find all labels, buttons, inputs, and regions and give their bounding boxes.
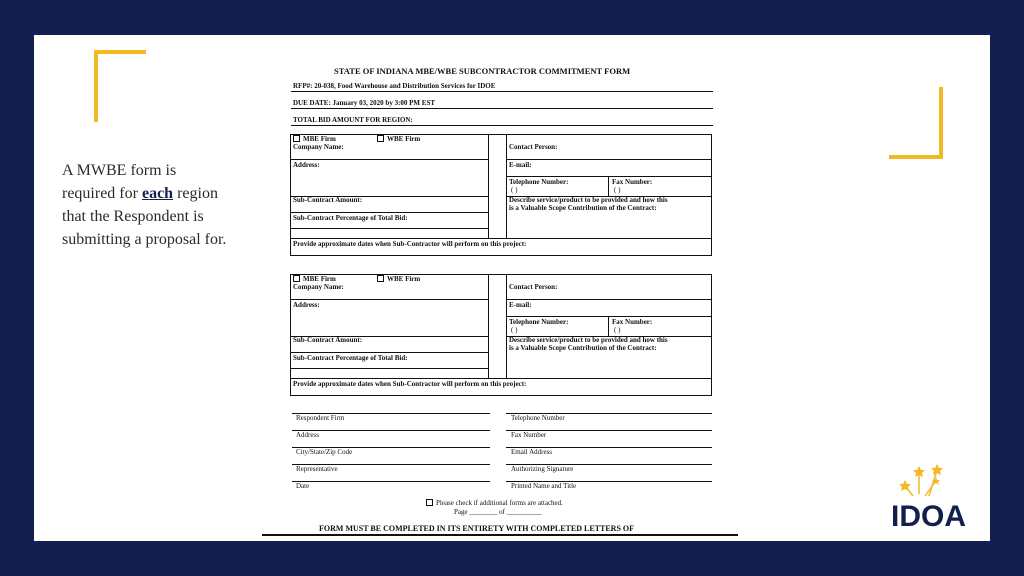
idoa-logo-mark xyxy=(889,460,981,532)
slide: A MWBE form is required for each region that the Respondent is submitting a proposal for. STATE OF INDIANA MBE/WBE SUBCONTRACTOR COMMITMENT FORM RFP#: 20-038, Food Warehouse and Distribution Services for IDOE DUE DATE: January 03, 2020 by 3:00 PM EST TOTAL BID AMOUNT FOR REGION: MBE Firm WBE Firm Company Name: Contact Person: Address: E-mail: Telephone Number: ( ) Fax Number: ( ) Sub-Contract Amount: Describe service/product to be provided and how this is a Valuable Scope Contribution of the Contract: Sub-Contract Percentage of Total Bid: Provide approximate dates when Sub-Contractor will perform on this project: MBE Firm WBE Firm Company Name: Contact Person: Address: E-mail: Telephone Number: ( ) Fax Number: ( ) Sub-Contract Amount: Describe service/product to be provided and how this is a Valuable Scope Contribution of the Contract: Sub-Contract Percentage of Total Bid: Provide approximate dates when Sub-Contractor will perform on this project: Respondent Firm Telephone Number Address Fax Number City/State/Zip Code Email Address Representative Authorizing Signature Date Printed Name and Title Please check if additional forms are attached. Page ________ of __________ FORM MUST BE COMPLETED IN ITS ENTIRETY WITH COMPLETED LETTERS OF IDOA xyxy=(34,35,990,541)
additional-forms-checkbox[interactable] xyxy=(426,499,433,506)
form-title: STATE OF INDIANA MBE/WBE SUBCONTRACTOR COMMITMENT FORM xyxy=(334,66,631,76)
form-footer: FORM MUST BE COMPLETED IN ITS ENTIRETY WITH COMPLETED LETTERS OF xyxy=(319,524,635,533)
corner-bracket-bottom-right xyxy=(889,87,943,159)
due-date: DUE DATE: January 03, 2020 by 3:00 PM EST xyxy=(293,99,436,107)
svg-text:IDOA: IDOA xyxy=(891,500,966,532)
rfp-line: RFP#: 20-038, Food Warehouse and Distribution Services for IDOE xyxy=(293,82,496,90)
total-bid: TOTAL BID AMOUNT FOR REGION: xyxy=(293,116,413,124)
corner-bracket-top-left xyxy=(94,50,146,122)
emphasis-each: each xyxy=(141,185,174,202)
side-caption: A MWBE form is required for each region that the Respondent is submitting a proposal for. xyxy=(62,162,227,248)
idoa-logo xyxy=(889,460,981,537)
